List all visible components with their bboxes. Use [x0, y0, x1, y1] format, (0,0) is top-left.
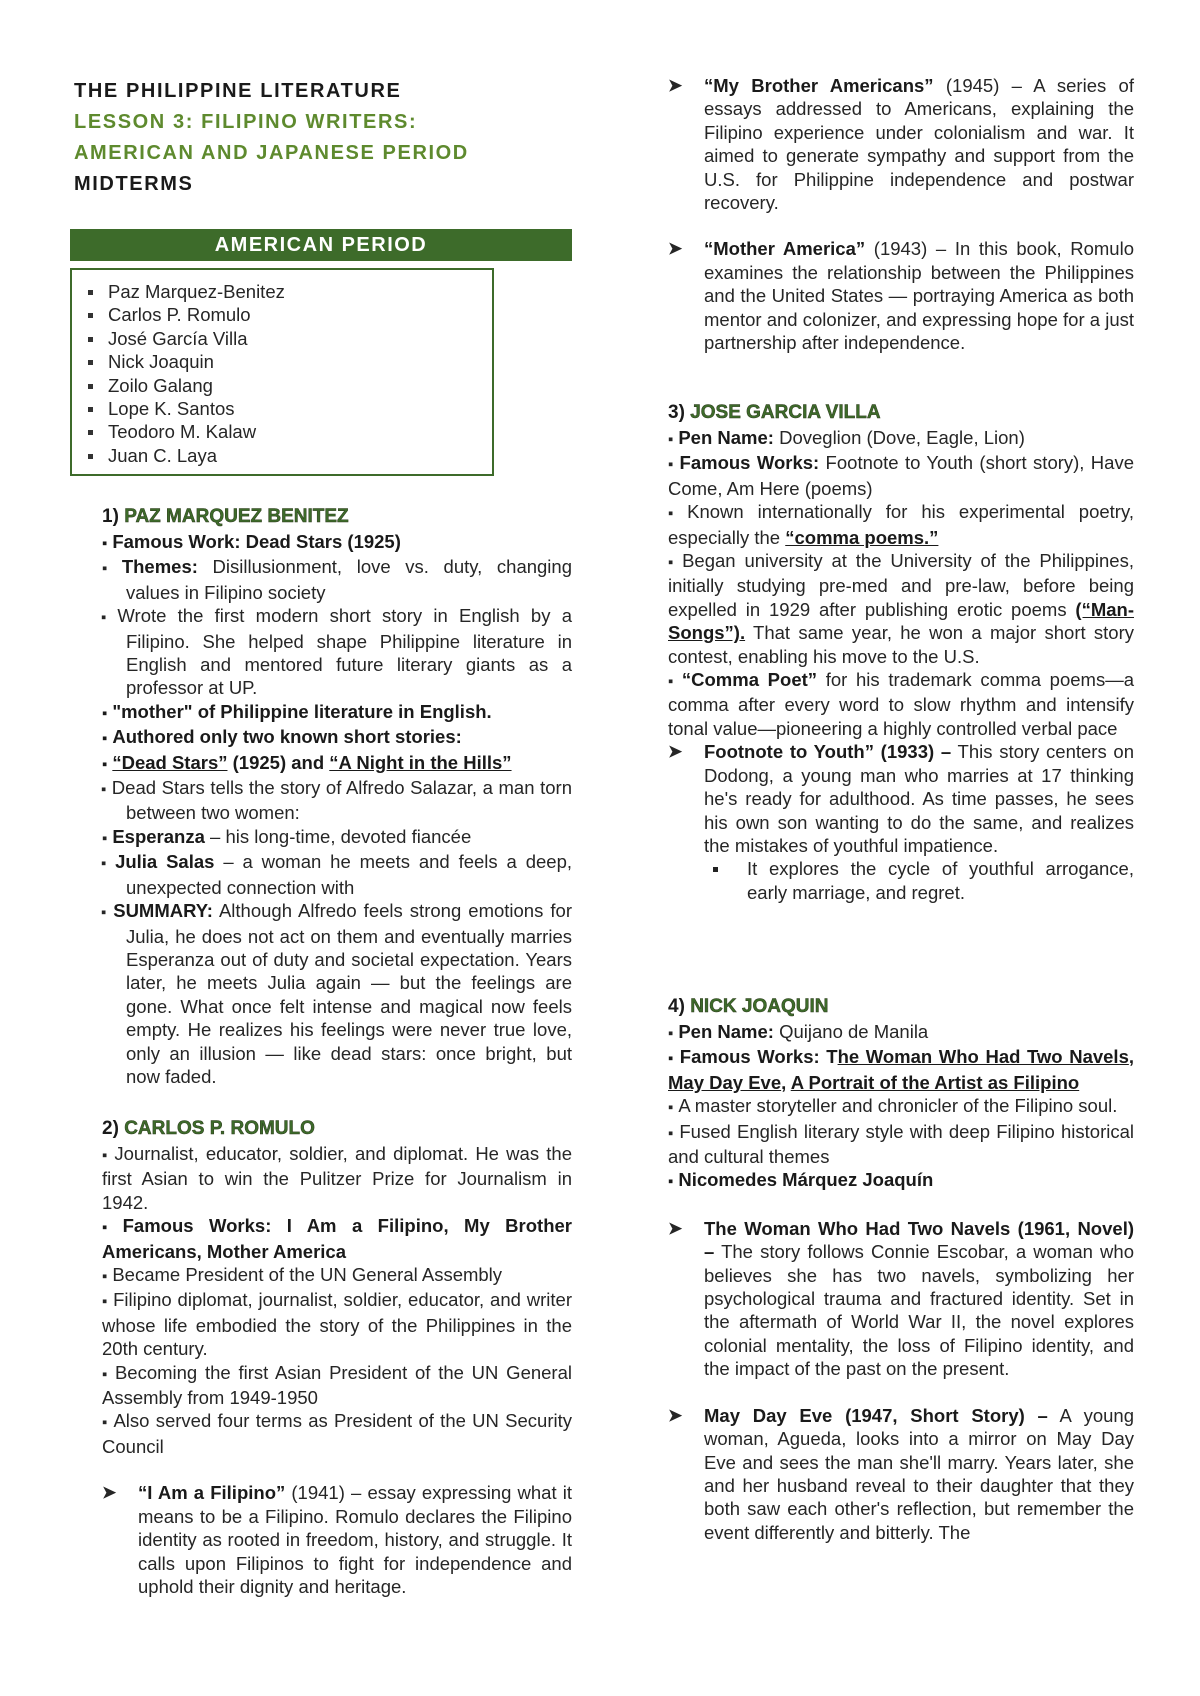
author-name: NICK JOAQUIN [690, 996, 829, 1017]
work-may-day-eve: ➤ May Day Eve (1947, Short Story) – A young woman, Agueda, looks into a mirror on May Day Eve and sees the man she'll marry. Years later, she and her husband reveal to their daughter that they both saw each other's reflection, but remember the event differently and bitterly. The [668, 1404, 1135, 1543]
work-mother-america: ➤ “Mother America” (1943) – In this book, Romulo examines the relationship between the Philippines and the United States — portraying America as both mentor and colonizer, and expressing hope for a just partnership after independence. [668, 238, 1134, 354]
arrowhead-bullet-icon: ➤ [102, 1483, 117, 1503]
work-i-am-a-filipino: ➤ “I Am a Filipino” (1941) – essay expressing what it means to be a Filipino. Romulo declares the Filipino identity as rooted in freedom, history, and struggle. It calls upon Filipinos to fight for independence and uphold their dignity and heritage. [102, 1482, 572, 1597]
section-heading [668, 401, 1134, 425]
esperanza-item: ▪ Esperanza – his long-time, devoted fiancée [102, 825, 572, 850]
writer-item: Zoilo Galang [108, 374, 492, 397]
joaquin-fused: ▪ Fused English literary style with deep Filipino historical and cultural themes [668, 1120, 1134, 1169]
joaquin-famous-works: ▪ Famous Works: The Woman Who Had Two Navels, May Day Eve, A Portrait of the Artist as Filipino [668, 1045, 1134, 1094]
section-number: 1) [102, 506, 119, 527]
arrowhead-bullet-icon: ➤ [668, 742, 683, 762]
villa-known: ▪ Known internationally for his experimental poetry, especially the “comma poems.” [668, 500, 1134, 549]
romulo-famous-works: ▪ Famous Works: I Am a Filipino, My Brother Americans, Mother America [102, 1214, 572, 1263]
joaquin-full-name: ▪ Nicomedes Márquez Joaquín [668, 1168, 1134, 1193]
arrowhead-bullet-icon: ➤ [668, 1405, 683, 1425]
summary: ▪ SUMMARY: Although Alfredo feels strong emotions for Julia, he does not act on them and eventually marries Esperanza out of duty and societal expectation. Years later, he meets Julia again — but the feelings are gone. What once felt intense and magical now feels empty. He realizes his feelings were never true love, only an illusion — like dead stars: once bright, but now faded. [89, 899, 572, 1088]
dead-stars-description: ▪ Dead Stars tells the story of Alfredo Salazar, a man torn between two women: [89, 776, 572, 825]
joaquin-storyteller: ▪ A master storyteller and chronicler of the Filipino soul. [668, 1094, 1134, 1119]
themes: ▪ Themes: Disillusionment, love vs. duty, changing values in Filipino society [89, 555, 572, 604]
romulo-diplomat: ▪ Filipino diplomat, journalist, soldier, educator, and writer whose life embodied the story of the Philippines in the 20th century. [102, 1288, 572, 1360]
mother-of-literature: ▪ "mother" of Philippine literature in English. [102, 700, 572, 725]
author-name: JOSE GARCIA VILLA [690, 402, 881, 423]
work-my-brother-americans: ➤ “My Brother Americans” (1945) – A series of essays addressed to Americans, explaining the Filipino experience under colonialism and war. It aimed to generate sympathy and support from the U.S. for Philippine independence and postwar recovery. [668, 75, 1134, 214]
villa-famous-works: ▪ Famous Works: Footnote to Youth (short story), Have Come, Am Here (poems) [668, 451, 1134, 500]
writer-item: Juan C. Laya [108, 444, 492, 467]
villa-comma-poet: ▪ “Comma Poet” for his trademark comma poems—a comma after every word to slow rhythm and intensify tonal value—pioneering a highly controlled verbal pace [668, 668, 1134, 740]
author-name: PAZ MARQUEZ BENITEZ [124, 506, 349, 527]
section-paz-marquez-benitez [102, 505, 572, 1088]
villa-university: ▪ Began university at the University of the Philippines, initially studying pre-med and pre-law, before being expelled in 1929 after publishing erotic poems (“Man-Songs”). That same year, he won a major short story contest, enabling his move to the U.S. [668, 549, 1134, 668]
joaquin-pen-name: ▪ Pen Name: Quijano de Manila [668, 1020, 1134, 1045]
romulo-intro: ▪ Journalist, educator, soldier, and diplomat. He was the first Asian to win the Pulitzer Prize for Journalism in 1942. [102, 1142, 572, 1214]
writer-item: Lope K. Santos [108, 397, 492, 420]
section-jose-garcia-villa [668, 401, 1134, 904]
section-heading [102, 1117, 572, 1141]
square-bullet-icon [713, 867, 718, 872]
lesson-title-line2: AMERICAN AND JAPANESE PERIOD [74, 142, 469, 164]
section-carlos-romulo [102, 1117, 572, 1598]
section-heading [102, 505, 572, 529]
section-number: 4) [668, 996, 685, 1017]
romulo-un: ▪ Became President of the UN General Assembly [102, 1263, 572, 1288]
section-nick-joaquin [668, 995, 1134, 1544]
section-heading [668, 995, 1134, 1019]
section-number: 3) [668, 402, 685, 423]
writer-item: José García Villa [108, 327, 492, 350]
writer-item: Nick Joaquin [108, 350, 492, 373]
writer-item: Paz Marquez-Benitez [108, 280, 492, 303]
term-label: MIDTERMS [74, 173, 194, 195]
american-period-banner: AMERICAN PERIOD [70, 229, 572, 261]
work-footnote-to-youth: ➤ Footnote to Youth” (1933) – This story centers on Dodong, a young man who marries at 17 thinking he's ready for adulthood. As time passes, he sees his own son wanting to do the same, and realizes the mistakes of youthful impatience. [668, 741, 1135, 856]
romulo-first-asian: ▪ Becoming the first Asian President of the UN General Assembly from 1949-1950 [102, 1361, 572, 1410]
lesson-title-line1: LESSON 3: FILIPINO WRITERS: [74, 111, 418, 133]
romulo-works-continued [668, 74, 1134, 354]
two-stories-titles: ▪ “Dead Stars” (1925) and “A Night in the Hills” [102, 751, 572, 776]
julia-item: ▪ Julia Salas – a woman he meets and feels a deep, unexpected connection with [89, 850, 572, 899]
document-title: THE PHILIPPINE LITERATURE [74, 80, 402, 102]
writer-item: Carlos P. Romulo [108, 303, 492, 326]
arrowhead-bullet-icon: ➤ [668, 239, 683, 259]
wrote-first-story: ▪ Wrote the first modern short story in English by a Filipino. She helped shape Philippine literature in English and mentored future literary giants as a professor at UP. [89, 604, 572, 700]
writers-list-box [70, 268, 494, 476]
villa-pen-name: ▪ Pen Name: Doveglion (Dove, Eagle, Lion) [668, 426, 1134, 451]
document-header [74, 76, 469, 200]
arrowhead-bullet-icon: ➤ [668, 1218, 683, 1238]
arrowhead-bullet-icon: ➤ [668, 76, 683, 95]
footnote-sub-point: It explores the cycle of youthful arrogance, early marriage, and regret. [668, 857, 1134, 904]
famous-work: ▪ Famous Work: Dead Stars (1925) [102, 530, 572, 555]
writer-item: Teodoro M. Kalaw [108, 420, 492, 443]
section-number: 2) [102, 1118, 119, 1139]
two-stories-note: ▪ Authored only two known short stories: [102, 725, 572, 750]
writers-list [108, 280, 492, 467]
author-name: CARLOS P. ROMULO [124, 1118, 315, 1139]
romulo-four-terms: ▪ Also served four terms as President of the UN Security Council [102, 1409, 572, 1458]
work-woman-two-navels: ➤ The Woman Who Had Two Navels (1961, Novel) – The story follows Connie Escobar, a woman who believes she has two navels, symbolizing her psychological trauma and fractured identity. Set in the aftermath of World War II, the novel explores colonial mentality, the loss of Filipino identity, and the impact of the past on the present. [668, 1217, 1134, 1380]
